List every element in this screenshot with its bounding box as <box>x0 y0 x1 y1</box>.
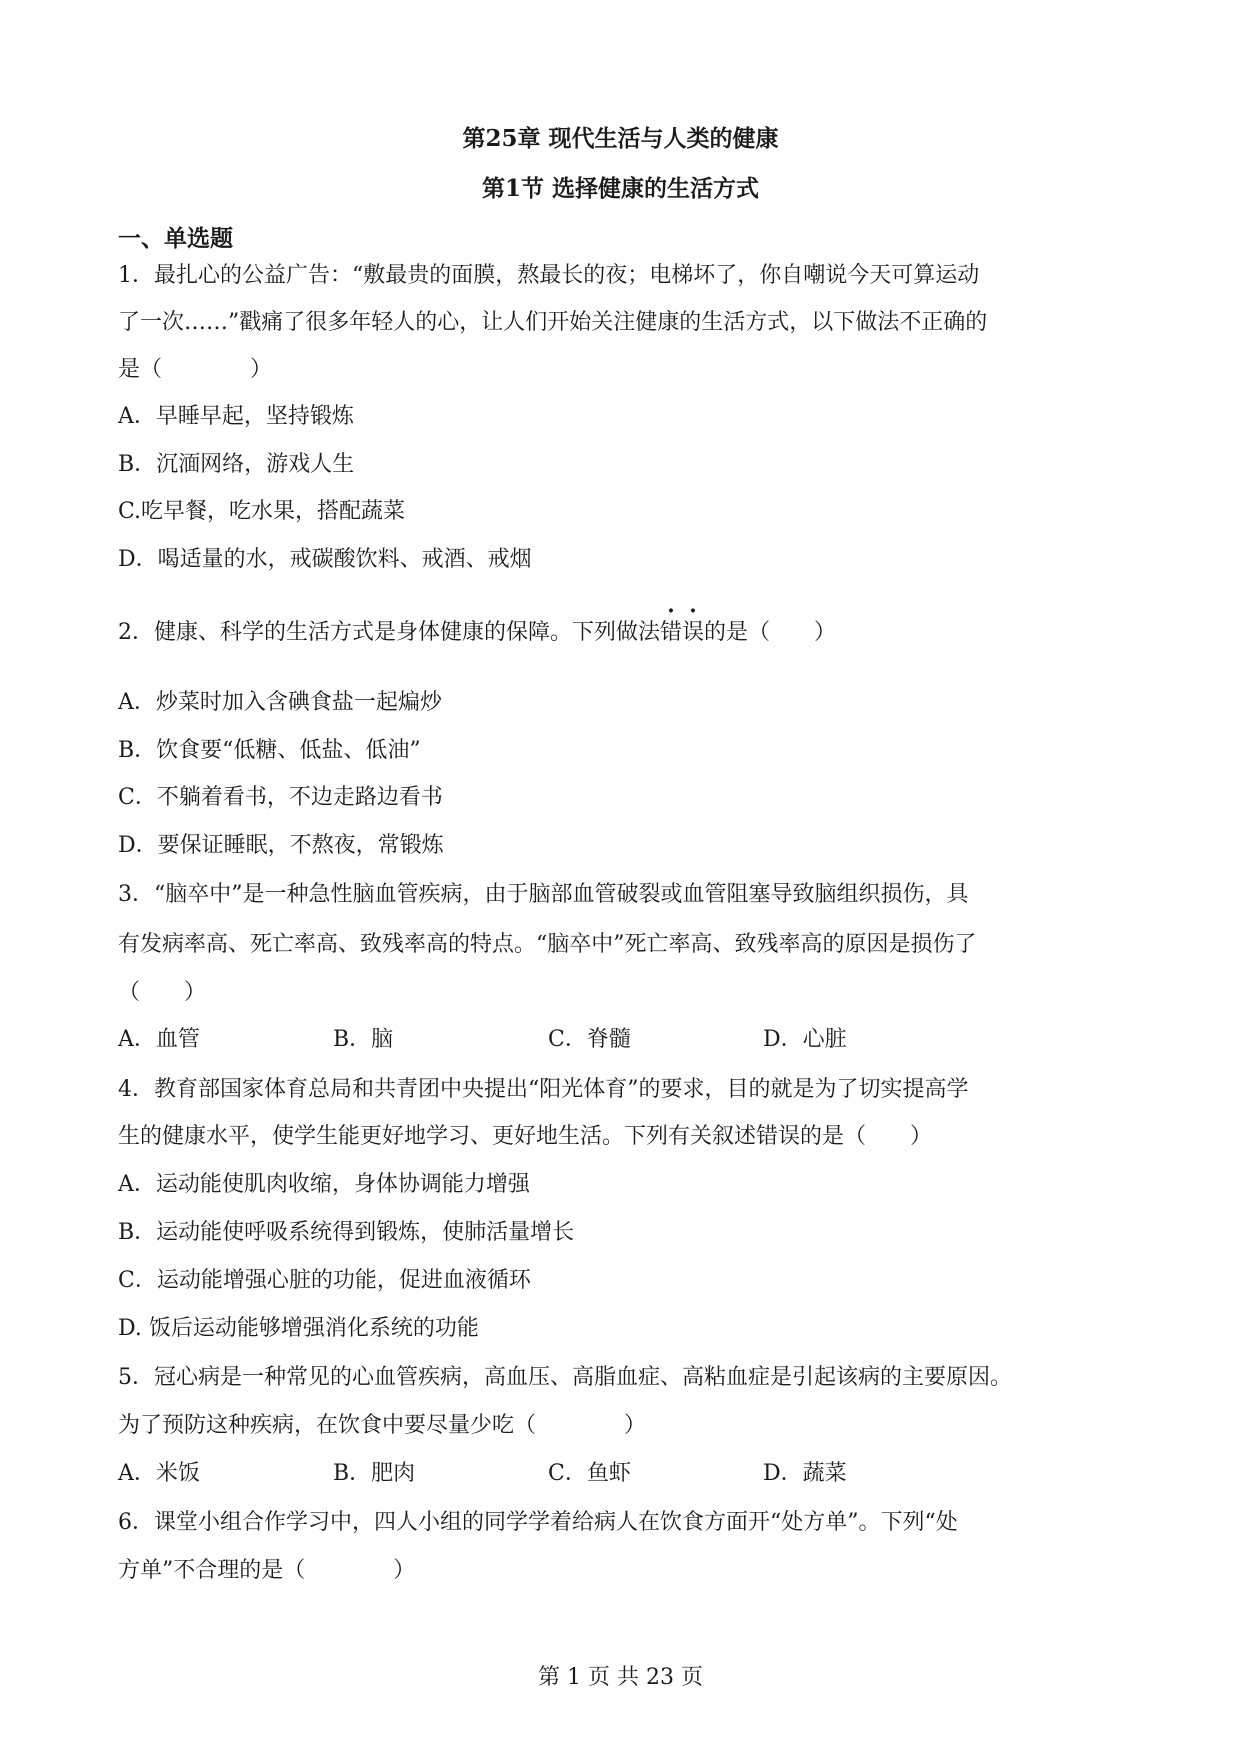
q2-option-b: B．饮食要“低糖、低盐、低油” <box>118 738 421 763</box>
q1-option-a: A．早睡早起，坚持锻炼 <box>118 404 354 429</box>
q3-option-b: B．脑 <box>333 1027 394 1052</box>
q5-line: 5．冠心病是一种常见的心血管疾病，高血压、高脂血症、高粘血症是引起该病的主要原因。 <box>118 1365 1013 1390</box>
page-footer: 第 1 页 共 23 页 <box>538 1665 703 1690</box>
q4-option-c: C．运动能增强心脏的功能，促进血液循环 <box>118 1268 531 1293</box>
q5-option-d: D．蔬菜 <box>763 1461 847 1486</box>
q5-option-a: A．米饭 <box>118 1461 200 1486</box>
q2-emphasis-char: 误 <box>682 620 705 645</box>
q3-line: 3．“脑卒中”是一种急性脑血管疾病，由于脑部血管破裂或血管阻塞导致脑组织损伤，具 <box>118 882 969 907</box>
q1-option-c: C.吃早餐，吃水果，搭配蔬菜 <box>118 499 406 524</box>
q1-line: 1．最扎心的公益广告：“敷最贵的面膜，熬最长的夜；电梯坏了，你自嘲说今天可算运动 <box>118 263 980 288</box>
q5-line: 为了预防这种疾病，在饮食中要尽量少吃（ ） <box>118 1413 647 1438</box>
q4-option-a: A．运动能使肌肉收缩，身体协调能力增强 <box>118 1172 530 1197</box>
q5-option-c: C．鱼虾 <box>548 1461 631 1486</box>
q6-line: 6．课堂小组合作学习中，四人小组的同学学着给病人在饮食方面开“处方单”。下列“处 <box>118 1510 958 1535</box>
q3-line: （ ） <box>118 980 207 1005</box>
q3-option-c: C．脊髓 <box>548 1027 631 1052</box>
q1-option-b: B．沉湎网络，游戏人生 <box>118 452 355 477</box>
q3-line: 有发病率高、死亡率高、致残率高的特点。“脑卒中”死亡率高、致残率高的原因是损伤了 <box>118 932 977 957</box>
chapter-title: 第25章 现代生活与人类的健康 <box>462 125 779 152</box>
part-heading: 一、单选题 <box>118 225 233 252</box>
q1-option-d: D．喝适量的水，戒碳酸饮料、戒酒、戒烟 <box>118 547 532 572</box>
q5-option-b: B．肥肉 <box>333 1461 416 1486</box>
q2-option-d: D．要保证睡眠，不熬夜，常锻炼 <box>118 833 444 858</box>
q4-line: 4．教育部国家体育总局和共青团中央提出“阳光体育”的要求，目的就是为了切实提高学 <box>118 1077 969 1102</box>
section-title: 第1节 选择健康的生活方式 <box>481 175 759 202</box>
q2-emphasis-char: 错 <box>660 620 683 645</box>
q2-stem <box>118 618 836 648</box>
q2-stem-pre: 2．健康、科学的生活方式是身体健康的保障。下列做法 <box>118 620 660 645</box>
q4-line: 生的健康水平，使学生能更好地学习、更好地生活。下列有关叙述错误的是（ ） <box>118 1124 933 1149</box>
q4-option-b: B．运动能使呼吸系统得到锻炼，使肺活量增长 <box>118 1220 575 1245</box>
q1-line: 了一次……”戳痛了很多年轻人的心，让人们开始关注健康的生活方式，以下做法不正确的 <box>118 310 988 335</box>
q4-option-d: D. 饭后运动能够增强消化系统的功能 <box>118 1316 479 1341</box>
q1-line: 是（ ） <box>118 357 273 382</box>
q6-line: 方单”不合理的是（ ） <box>118 1558 416 1583</box>
q2-option-c: C．不躺着看书，不边走路边看书 <box>118 785 443 810</box>
q2-stem-post: 的是（ ） <box>704 620 837 645</box>
q2-option-a: A．炒菜时加入含碘食盐一起煸炒 <box>118 690 442 715</box>
q3-option-a: A．血管 <box>118 1027 200 1052</box>
q3-option-d: D．心脏 <box>763 1027 847 1052</box>
